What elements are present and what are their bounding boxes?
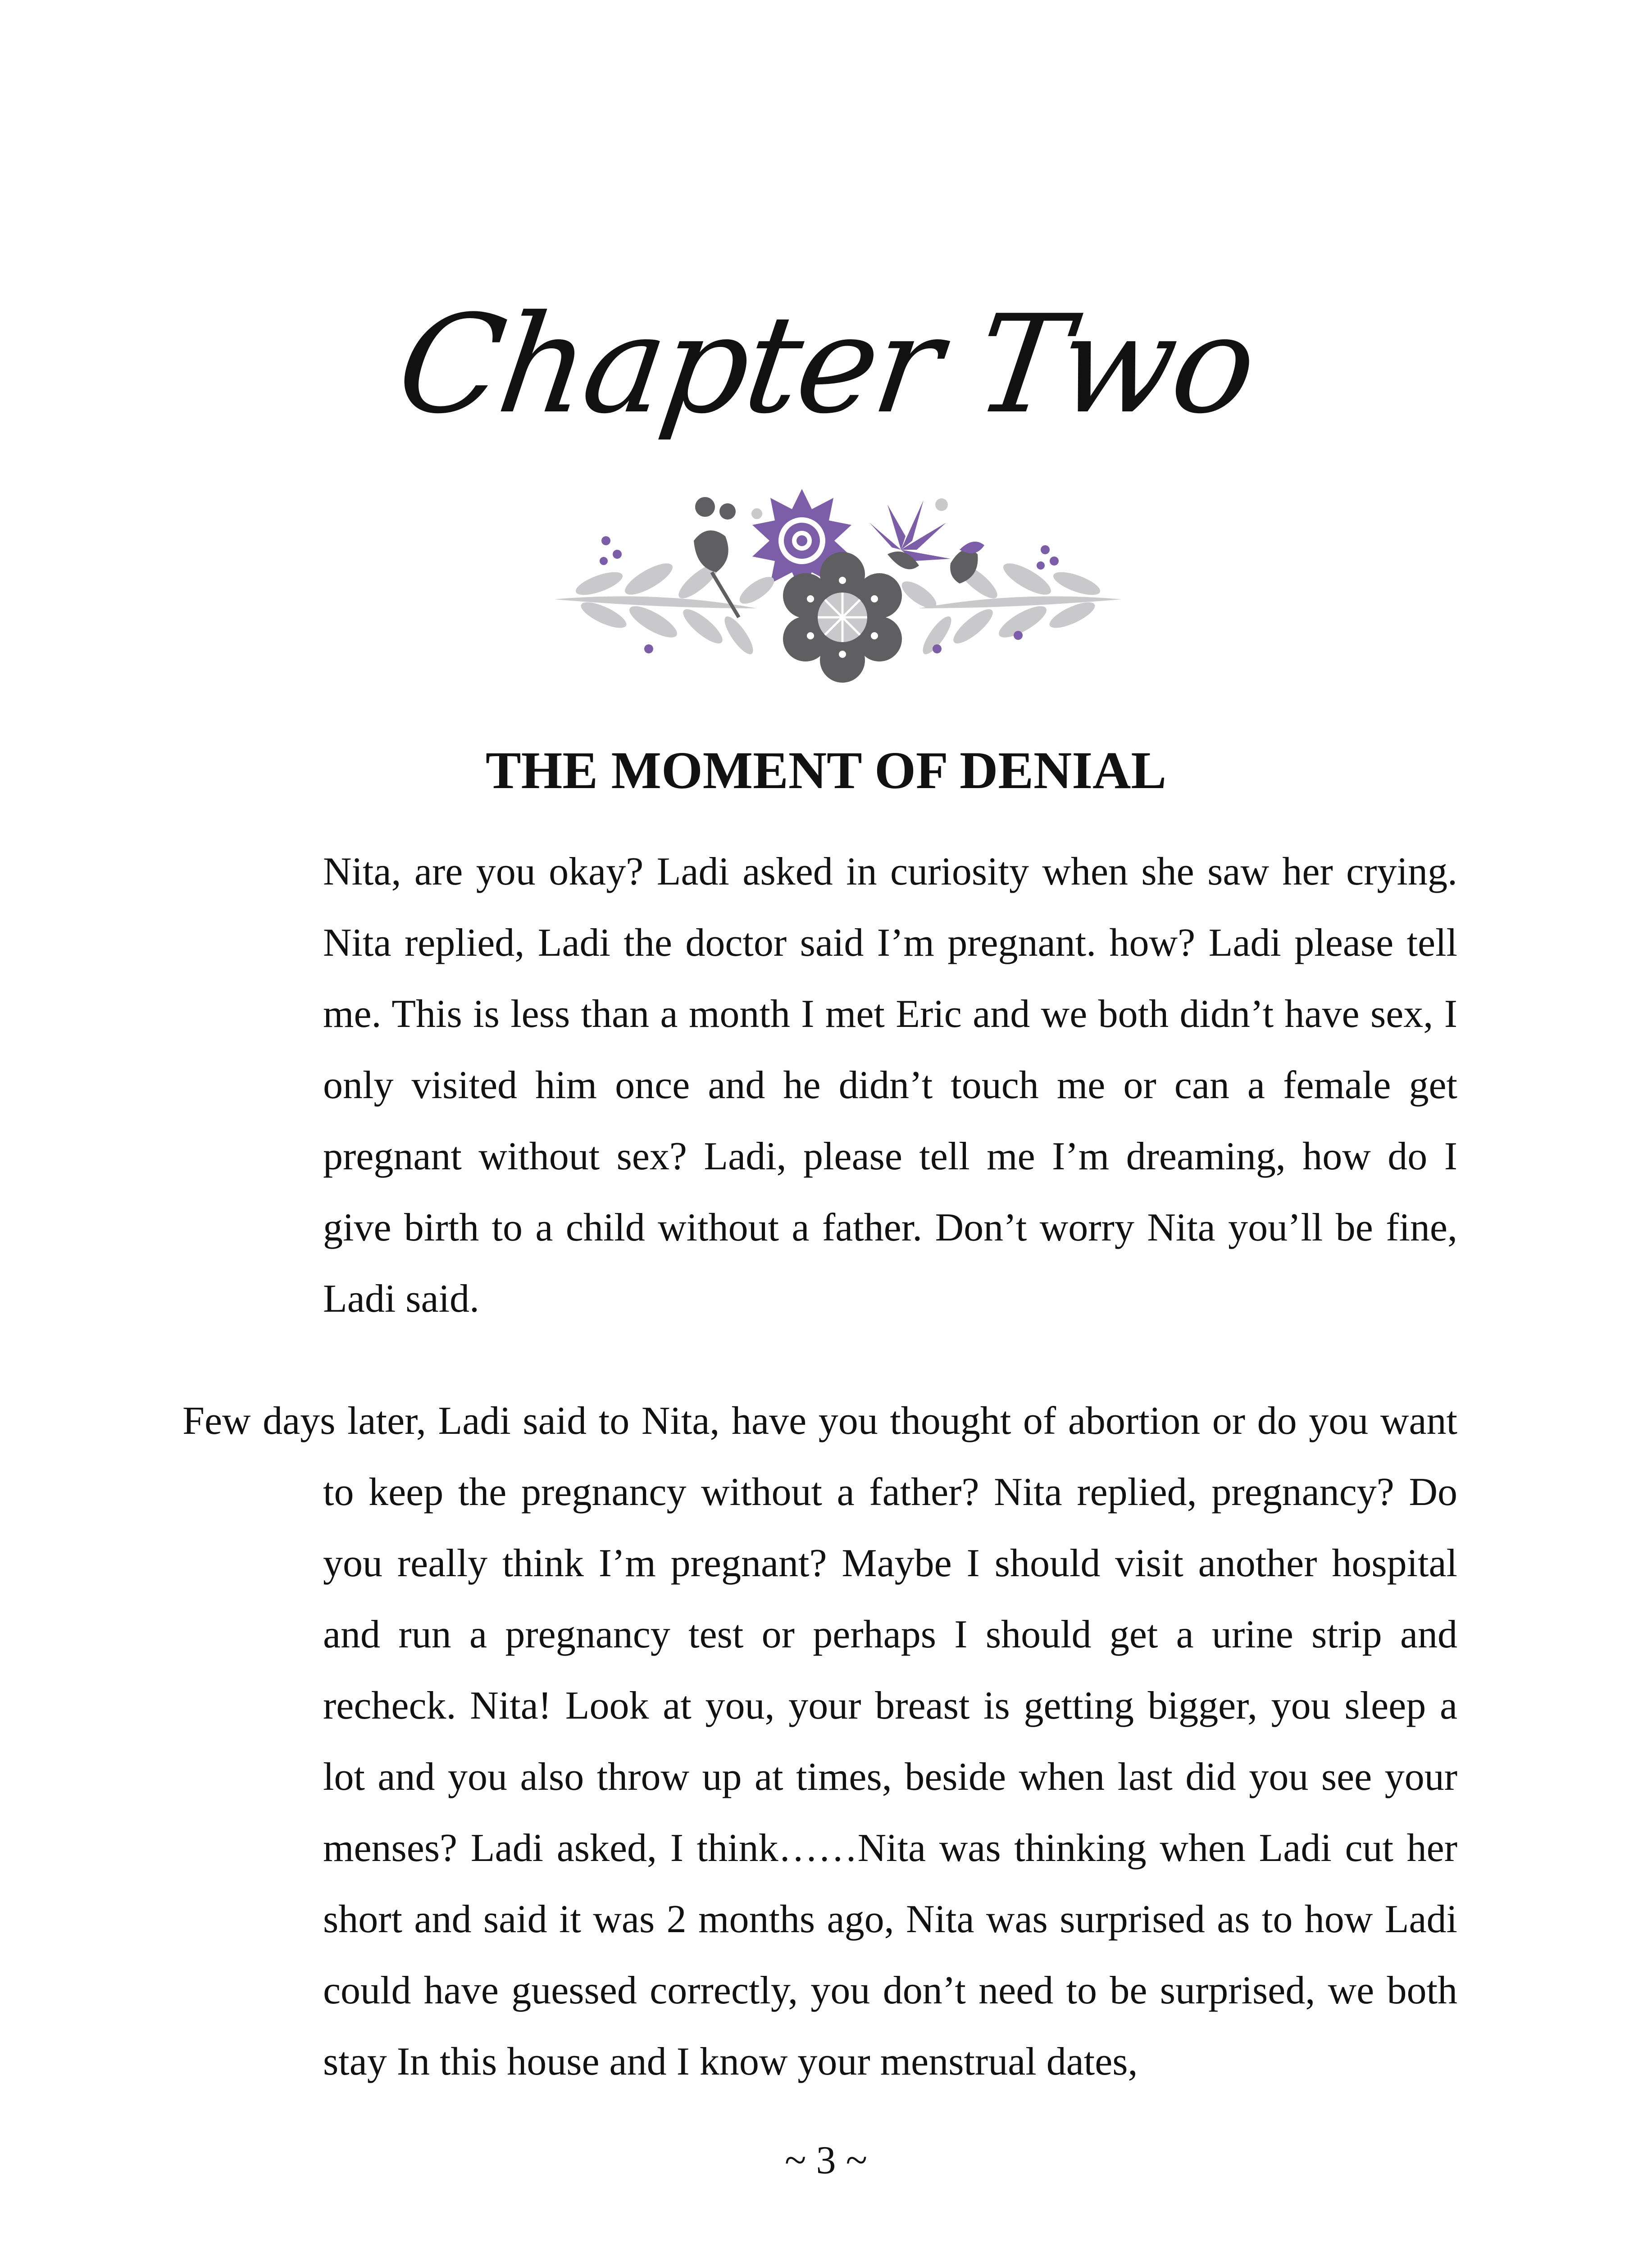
- floral-ornament-icon: [545, 487, 1131, 712]
- paragraph-2: Few days later, Ladi said to Nita, have you thought of abortion or do you want to keep the pregnancy without a father? Nita replied, pregnancy? Do you really think I’m pregnant? Maybe I should visit another hospital and run a pregnancy test or perhaps I should get a urine strip and recheck. Nita! Look at you, your breast is getting bigger, you sleep a lot and you also throw up at times, beside when last did you see your menses? Ladi asked, I think……Nita was thinking when Ladi cut her short and said it was 2 months ago, Nita was surprised as to how Ladi could have guessed correctly, you don’t need to be surprised, we both stay In this house and I know your menstrual dates,: [182, 1399, 1457, 2084]
- paragraph-1: Nita, are you okay? Ladi asked in curiosity when she saw her crying. Nita replied, Ladi the doctor said I’m pregnant. how? Ladi please tell me. This is less than a month I met Eric and we both didn’t have sex, I only visited him once and he didn’t touch me or can a female get pregnant without sex? Ladi, please tell me I’m dreaming, how do I give birth to a child without a father. Don’t worry Nita you’ll be fine, Ladi said.: [323, 850, 1457, 1321]
- section-heading: THE MOMENT OF DENIAL: [485, 741, 1167, 800]
- chapter-title: Chapter Two: [389, 286, 1263, 443]
- page-number: ~ 3 ~: [784, 2139, 868, 2182]
